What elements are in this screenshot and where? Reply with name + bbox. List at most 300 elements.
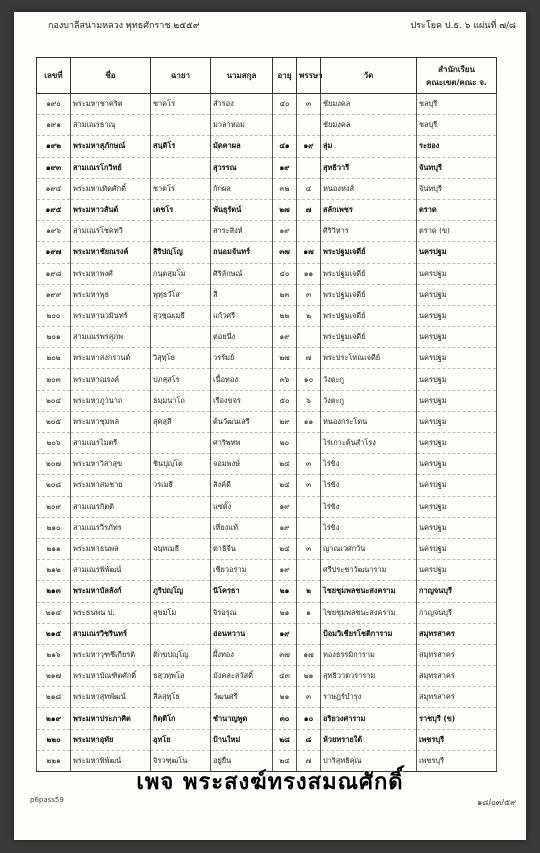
col-header-no: เลขที่ xyxy=(37,58,71,94)
cell-chaya: ปภสฺสโร xyxy=(151,369,211,390)
table-row xyxy=(37,242,497,263)
cell-no: ๑๙๕ xyxy=(37,199,71,220)
table-row xyxy=(37,305,497,326)
cell-chaya: จนฺทเมธี xyxy=(151,538,211,559)
table-row xyxy=(37,390,497,411)
cell-age: ๒๑ xyxy=(273,687,297,708)
cell-name: สามเณรพรสุภพ xyxy=(71,327,151,348)
table-row xyxy=(37,666,497,687)
table-header-row xyxy=(37,58,497,94)
cell-no: ๑๙๑ xyxy=(37,115,71,136)
cell-wat: ศิริวิหาร xyxy=(321,221,417,242)
table-row xyxy=(37,581,497,602)
cell-surname: นิโครธา xyxy=(211,581,273,602)
header-page-info: ประโยค ป.ธ. ๖ แผ่นที่ ๗/๘ xyxy=(410,21,516,31)
cell-chaya: ชาตโร xyxy=(151,178,211,199)
cell-surname: วัฒนศรี xyxy=(211,687,273,708)
cell-no: ๒๐๒ xyxy=(37,348,71,369)
cell-no: ๒๐๑ xyxy=(37,327,71,348)
cell-office: ตราด (ข) xyxy=(417,221,497,242)
cell-no: ๑๙๐ xyxy=(37,94,71,115)
table-row xyxy=(37,157,497,178)
cell-wat: ไร่เกาะต้นสำโรง xyxy=(321,433,417,454)
cell-age: ๑๙ xyxy=(273,560,297,581)
cell-no: ๒๒๐ xyxy=(37,729,71,750)
cell-pansa: ๑ xyxy=(297,602,321,623)
cell-no: ๒๑๑ xyxy=(37,538,71,559)
cell-office: กาญจนบุรี xyxy=(417,581,497,602)
cell-no: ๒๐๘ xyxy=(37,475,71,496)
cell-wat: ไร่ขิง xyxy=(321,517,417,538)
footer-date: ๑๘/๐๓/๕๙ xyxy=(477,798,516,807)
cell-name: สามเณรวิชรินทร์ xyxy=(71,623,151,644)
cell-pansa: ๓ xyxy=(297,475,321,496)
table-row xyxy=(37,369,497,390)
cell-name: พระมหาชัยณรงค์ xyxy=(71,242,151,263)
cell-surname: พันธุรัตน์ xyxy=(211,199,273,220)
cell-pansa xyxy=(297,157,321,178)
cell-surname: ต้นวัฒนเสรี xyxy=(211,411,273,432)
cell-chaya: ติกขปญฺโญ xyxy=(151,644,211,665)
cell-office: นครปฐม xyxy=(417,496,497,517)
table-row xyxy=(37,348,497,369)
table-row xyxy=(37,136,497,157)
cell-wat: ลุ่ม xyxy=(321,136,417,157)
cell-no: ๒๑๕ xyxy=(37,623,71,644)
watermark-caption: เพจ พระสงฆ์ทรงสมณศักดิ์ xyxy=(136,770,404,795)
cell-no: ๑๙๔ xyxy=(37,178,71,199)
cell-name: พระมหาสงกรานต์ xyxy=(71,348,151,369)
cell-age: ๑๙ xyxy=(273,221,297,242)
cell-no: ๒๐๙ xyxy=(37,496,71,517)
cell-wat: ไร่ขิง xyxy=(321,454,417,475)
cell-no: ๒๑๔ xyxy=(37,602,71,623)
table-row xyxy=(37,623,497,644)
cell-wat: ทองธรรมิการาม xyxy=(321,644,417,665)
cell-chaya: สิริปญฺโญ xyxy=(151,242,211,263)
cell-name: พระมหาวสันต์ xyxy=(71,199,151,220)
cell-surname: อยู่ยืน xyxy=(211,750,273,771)
cell-office: ระยอง xyxy=(417,136,497,157)
table-row xyxy=(37,94,497,115)
cell-name: พระมหาบัลลังก์ xyxy=(71,581,151,602)
cell-surname: ตาธิจีน xyxy=(211,538,273,559)
cell-pansa: ๒ xyxy=(297,305,321,326)
cell-age: ๒๓ xyxy=(273,284,297,305)
cell-pansa: ๑๐ xyxy=(297,369,321,390)
cell-name: สามเณรไมตรี xyxy=(71,433,151,454)
cell-age: ๓๖ xyxy=(273,369,297,390)
cell-chaya xyxy=(151,517,211,538)
cell-surname: ศิริลักษณ์ xyxy=(211,263,273,284)
cell-pansa xyxy=(297,433,321,454)
cell-office: ตราด xyxy=(417,199,497,220)
cell-wat: พระปฐมเจดีย์ xyxy=(321,305,417,326)
cell-chaya: สุขมโม xyxy=(151,602,211,623)
cell-pansa: ๑๑ xyxy=(297,411,321,432)
cell-pansa: ๓ xyxy=(297,284,321,305)
cell-age: ๓๒ xyxy=(273,178,297,199)
cell-age: ๓๗ xyxy=(273,242,297,263)
cell-wat: ไชยชุมพลชนะสงคราม xyxy=(321,581,417,602)
cell-chaya xyxy=(151,115,211,136)
cell-chaya: ชาคโร xyxy=(151,94,211,115)
cell-name: พระมหาสุทพัฒน์ xyxy=(71,687,151,708)
cell-age: ๒๔ xyxy=(273,538,297,559)
cell-pansa xyxy=(297,496,321,517)
cell-pansa xyxy=(297,115,321,136)
cell-office: กาญจนบุรี xyxy=(417,602,497,623)
cell-office: นครปฐม xyxy=(417,411,497,432)
cell-surname: สาระสิงห์ xyxy=(211,221,273,242)
col-header-name: ชื่อ xyxy=(71,58,151,94)
table-row xyxy=(37,284,497,305)
cell-office: นครปฐม xyxy=(417,560,497,581)
cell-name: พระมหาสุภักษณ์ xyxy=(71,136,151,157)
cell-age: ๒๙ xyxy=(273,411,297,432)
cell-name: พระมหาพิพัฒน์ xyxy=(71,750,151,771)
cell-wat: พระปฐมเจดีย์ xyxy=(321,242,417,263)
cell-surname: จิรอรุณ xyxy=(211,602,273,623)
table-row xyxy=(37,708,497,729)
cell-age: ๒๑ xyxy=(273,602,297,623)
col-header-chaya: ฉายา xyxy=(151,58,211,94)
table-row xyxy=(37,454,497,475)
cell-office: จันทบุรี xyxy=(417,157,497,178)
cell-age: ๒๗ xyxy=(273,199,297,220)
cell-chaya: เตชโร xyxy=(151,199,211,220)
cell-no: ๒๒๑ xyxy=(37,750,71,771)
table-row xyxy=(37,602,497,623)
cell-chaya xyxy=(151,496,211,517)
cell-surname: ต่อยนึ่ง xyxy=(211,327,273,348)
cell-surname: ผึ้งทอง xyxy=(211,644,273,665)
cell-age: ๒๔ xyxy=(273,475,297,496)
cell-surname: ศาริพทพ xyxy=(211,433,273,454)
cell-surname: ถนอมจันทร์ xyxy=(211,242,273,263)
cell-pansa: ๓ xyxy=(297,538,321,559)
cell-office: จันทบุรี xyxy=(417,178,497,199)
cell-office: นครปฐม xyxy=(417,390,497,411)
cell-office: นครปฐม xyxy=(417,242,497,263)
cell-pansa: ๒๑ xyxy=(297,666,321,687)
cell-surname: วรรัมย์ xyxy=(211,348,273,369)
cell-chaya: สุคสฺสี xyxy=(151,411,211,432)
cell-no: ๒๐๐ xyxy=(37,305,71,326)
table-row xyxy=(37,115,497,136)
cell-no: ๑๙๙ xyxy=(37,284,71,305)
cell-office: ราชบุรี (ข) xyxy=(417,708,497,729)
cell-age: ๒๒ xyxy=(273,305,297,326)
cell-chaya: สุวชฺฌเมธี xyxy=(151,305,211,326)
cell-surname: สี xyxy=(211,284,273,305)
cell-name: พระมหาประภาศิต xyxy=(71,708,151,729)
cell-pansa xyxy=(297,221,321,242)
cell-surname: อ่อนหวาน xyxy=(211,623,273,644)
cell-pansa: ๑๙ xyxy=(297,136,321,157)
cell-no: ๒๑๖ xyxy=(37,644,71,665)
cell-age: ๒๐ xyxy=(273,433,297,454)
cell-age: ๔๓ xyxy=(273,666,297,687)
cell-office: สมุทรสาคร xyxy=(417,644,497,665)
table-row xyxy=(37,433,497,454)
cell-no: ๒๐๔ xyxy=(37,390,71,411)
cell-no: ๑๙๗ xyxy=(37,242,71,263)
cell-pansa: ๗ xyxy=(297,750,321,771)
cell-name: พระมหาภูวนาถ xyxy=(71,390,151,411)
cell-chaya xyxy=(151,623,211,644)
cell-pansa: ๑๑ xyxy=(297,263,321,284)
cell-chaya xyxy=(151,221,211,242)
cell-wat: สลักเพชร xyxy=(321,199,417,220)
cell-no: ๒๐๕ xyxy=(37,411,71,432)
cell-no: ๒๑๘ xyxy=(37,687,71,708)
col-header-office xyxy=(417,58,497,94)
cell-surname: ป้านใหม่ xyxy=(211,729,273,750)
table-body xyxy=(37,94,497,772)
cell-pansa: ๖ xyxy=(297,390,321,411)
cell-chaya: ธมฺมนาโถ xyxy=(151,390,211,411)
cell-pansa: ๑๗ xyxy=(297,242,321,263)
cell-chaya: จิรวฑฺฒโน xyxy=(151,750,211,771)
cell-pansa: ๗ xyxy=(297,199,321,220)
cell-office: นครปฐม xyxy=(417,538,497,559)
table-row xyxy=(37,644,497,665)
cell-pansa: ๒ xyxy=(297,581,321,602)
cell-chaya: ชินปุญฺโต xyxy=(151,454,211,475)
cell-pansa xyxy=(297,623,321,644)
cell-office: นครปฐม xyxy=(417,454,497,475)
cell-wat: พระปฐมเจดีย์ xyxy=(321,284,417,305)
cell-wat: ชัยมงคล xyxy=(321,115,417,136)
cell-wat: หนองหงส์ xyxy=(321,178,417,199)
cell-wat: ศรีประชาวัฒนาราม xyxy=(321,560,417,581)
results-table xyxy=(36,57,497,772)
table-row xyxy=(37,687,497,708)
cell-name: พระมหาพุธ xyxy=(71,284,151,305)
cell-surname: แซ่ตั้ง xyxy=(211,496,273,517)
cell-pansa: ๘ xyxy=(297,729,321,750)
cell-age: ๑๙ xyxy=(273,496,297,517)
cell-name: พระมหาอุทัย xyxy=(71,729,151,750)
cell-name: สามเณรกิตติ xyxy=(71,496,151,517)
cell-no: ๒๑๗ xyxy=(37,666,71,687)
cell-no: ๒๐๗ xyxy=(37,454,71,475)
cell-surname: สุวรรณ xyxy=(211,157,273,178)
cell-surname: ชำนาญพูด xyxy=(211,708,273,729)
cell-no: ๑๙๓ xyxy=(37,157,71,178)
cell-surname: เชียวอร่าม xyxy=(211,560,273,581)
cell-wat: สุทธิวาตวราราม xyxy=(321,666,417,687)
cell-no: ๒๐๖ xyxy=(37,433,71,454)
cell-surname: สิงค์ดี xyxy=(211,475,273,496)
cell-age: ๓๐ xyxy=(273,708,297,729)
cell-pansa xyxy=(297,560,321,581)
cell-surname: เที่ยงแท้ xyxy=(211,517,273,538)
cell-chaya: กนฺตสฺมโม xyxy=(151,263,211,284)
cell-no: ๒๑๓ xyxy=(37,581,71,602)
cell-office: เพชรบุรี xyxy=(417,750,497,771)
cell-name: สามเณรวีรภัทร xyxy=(71,517,151,538)
col-header-wat: วัด xyxy=(321,58,417,94)
cell-age: ๔๑ xyxy=(273,136,297,157)
cell-office: ชลบุรี xyxy=(417,94,497,115)
cell-wat: พระปฐมเจดีย์ xyxy=(321,263,417,284)
cell-name: พระมหาณรงค์ xyxy=(71,369,151,390)
col-header-office-line1: สำนักเรียน xyxy=(438,64,475,74)
cell-chaya xyxy=(151,157,211,178)
cell-age: ๕๐ xyxy=(273,390,297,411)
cell-no: ๒๐๓ xyxy=(37,369,71,390)
cell-wat: พระปฐมเจดีย์ xyxy=(321,327,417,348)
cell-wat: สุทธิวารี xyxy=(321,157,417,178)
cell-chaya: ภูริปญฺโญ xyxy=(151,581,211,602)
table-row xyxy=(37,729,497,750)
cell-surname: จอมพงษ์ xyxy=(211,454,273,475)
cell-surname: กักผล xyxy=(211,178,273,199)
cell-surname: มาลาหอม xyxy=(211,115,273,136)
cell-office: นครปฐม xyxy=(417,348,497,369)
cell-age: ๒๗ xyxy=(273,348,297,369)
cell-age: ๑๙ xyxy=(273,157,297,178)
table-row xyxy=(37,178,497,199)
cell-no: ๑๙๘ xyxy=(37,263,71,284)
cell-pansa: ๔ xyxy=(297,178,321,199)
cell-age: ๔๐ xyxy=(273,94,297,115)
table-row xyxy=(37,411,497,432)
cell-age xyxy=(273,115,297,136)
table-row xyxy=(37,517,497,538)
cell-pansa: ๓ xyxy=(297,94,321,115)
cell-office: นครปฐม xyxy=(417,517,497,538)
cell-pansa: ๓ xyxy=(297,454,321,475)
cell-age: ๓๗ xyxy=(273,644,297,665)
cell-chaya: พุทฺธวํโส xyxy=(151,284,211,305)
cell-no: ๑๙๖ xyxy=(37,221,71,242)
cell-wat: ห้วยทรายใต้ xyxy=(321,729,417,750)
cell-office: นครปฐม xyxy=(417,369,497,390)
cell-name: พระมหาชาคริต xyxy=(71,94,151,115)
cell-name: พระมหาสมชาย xyxy=(71,475,151,496)
cell-name: พระมหาพงศ์ xyxy=(71,263,151,284)
cell-office: สมุทรสาคร xyxy=(417,687,497,708)
cell-age: ๑๙ xyxy=(273,623,297,644)
cell-pansa: ๑๐ xyxy=(297,708,321,729)
cell-office: สมุทรสาคร xyxy=(417,623,497,644)
cell-age: ๒๔ xyxy=(273,750,297,771)
cell-chaya xyxy=(151,433,211,454)
cell-no: ๒๑๙ xyxy=(37,708,71,729)
col-header-pansa: พรรษา xyxy=(297,58,321,94)
cell-wat: วังตะกู xyxy=(321,390,417,411)
cell-name: พระมหาบัณฑิตศักดิ์ xyxy=(71,666,151,687)
cell-name: พระมหาธนพล xyxy=(71,538,151,559)
cell-pansa: ๓ xyxy=(297,687,321,708)
cell-surname: เรืองขจร xyxy=(211,390,273,411)
cell-name: สามเณรโกวิทย์ xyxy=(71,157,151,178)
cell-chaya: วรเมธี xyxy=(151,475,211,496)
cell-office: นครปฐม xyxy=(417,284,497,305)
cell-chaya xyxy=(151,560,211,581)
cell-chaya: สีลสุทฺโธ xyxy=(151,687,211,708)
cell-no: ๑๙๒ xyxy=(37,136,71,157)
cell-name: พระมหาชุมพล xyxy=(71,411,151,432)
cell-pansa xyxy=(297,327,321,348)
cell-age: ๒๘ xyxy=(273,729,297,750)
cell-name: พระมหาวิสาสุข xyxy=(71,454,151,475)
cell-surname: มัดคาผล xyxy=(211,136,273,157)
cell-wat: ไร่ขิง xyxy=(321,496,417,517)
table-row xyxy=(37,538,497,559)
table-row xyxy=(37,327,497,348)
cell-no: ๒๑๒ xyxy=(37,560,71,581)
cell-chaya: ธสฺวทฺพโล xyxy=(151,666,211,687)
cell-wat: ไร่ขิง xyxy=(321,475,417,496)
cell-wat: ปาริสุทธิคุณ xyxy=(321,750,417,771)
cell-office: นครปฐม xyxy=(417,263,497,284)
cell-office: นครปฐม xyxy=(417,475,497,496)
table-row xyxy=(37,496,497,517)
table-row xyxy=(37,560,497,581)
cell-name: สามเณรธาณุ xyxy=(71,115,151,136)
cell-surname: แก้วศรี xyxy=(211,305,273,326)
footer-code: p6pass59 xyxy=(30,796,64,804)
cell-name: พระมหานวมินทร์ xyxy=(71,305,151,326)
cell-office: นครปฐม xyxy=(417,305,497,326)
col-header-office-line2: คณะเขต/คณะ จ. xyxy=(426,77,487,87)
cell-wat: พระประโทณเจดีย์ xyxy=(321,348,417,369)
cell-pansa xyxy=(297,517,321,538)
cell-age: ๒๔ xyxy=(273,454,297,475)
cell-surname: เนื้อทอง xyxy=(211,369,273,390)
col-header-age: อายุ xyxy=(273,58,297,94)
cell-office: เพชรบุรี xyxy=(417,729,497,750)
cell-office: นครปฐม xyxy=(417,433,497,454)
cell-wat: ไชยชุมพลชนะสงคราม xyxy=(321,602,417,623)
cell-office: นครปฐม xyxy=(417,327,497,348)
cell-wat: หนองกระโดน xyxy=(321,411,417,432)
cell-chaya: วิสุทฺโธ xyxy=(151,348,211,369)
cell-no: ๒๑๐ xyxy=(37,517,71,538)
cell-age: ๑๙ xyxy=(273,327,297,348)
header-title: กองบาลีสนามหลวง พุทธศักราช ๒๕๕๙ xyxy=(48,21,200,31)
cell-name: สามเณรโชคทวี xyxy=(71,221,151,242)
table-row xyxy=(37,199,497,220)
col-header-surname: นามสกุล xyxy=(211,58,273,94)
cell-office: สมุทรสาคร xyxy=(417,666,497,687)
table-row xyxy=(37,263,497,284)
cell-age: ๑๙ xyxy=(273,517,297,538)
cell-wat: อริยวงศาราม xyxy=(321,708,417,729)
cell-wat: ราษฎร์บำรุง xyxy=(321,687,417,708)
cell-chaya: สนฺติโร xyxy=(151,136,211,157)
cell-surname: มังคละสวัสดิ์ xyxy=(211,666,273,687)
cell-name: พระธนพน ป. xyxy=(71,602,151,623)
cell-chaya: กิตฺติโก xyxy=(151,708,211,729)
table-row xyxy=(37,221,497,242)
cell-wat: ชัยมงคล xyxy=(321,94,417,115)
cell-chaya: อุทโย xyxy=(151,729,211,750)
cell-surname: สำรอง xyxy=(211,94,273,115)
cell-wat: วังตะกู xyxy=(321,369,417,390)
cell-pansa: ๗ xyxy=(297,348,321,369)
cell-wat: ป้อมวิเชียรโชติการาม xyxy=(321,623,417,644)
table-row xyxy=(37,475,497,496)
cell-office: ชลบุรี xyxy=(417,115,497,136)
cell-name: พระมหาเทิดศักดิ์ xyxy=(71,178,151,199)
cell-age: ๒๑ xyxy=(273,581,297,602)
cell-wat: ญาณเวศกวัน xyxy=(321,538,417,559)
